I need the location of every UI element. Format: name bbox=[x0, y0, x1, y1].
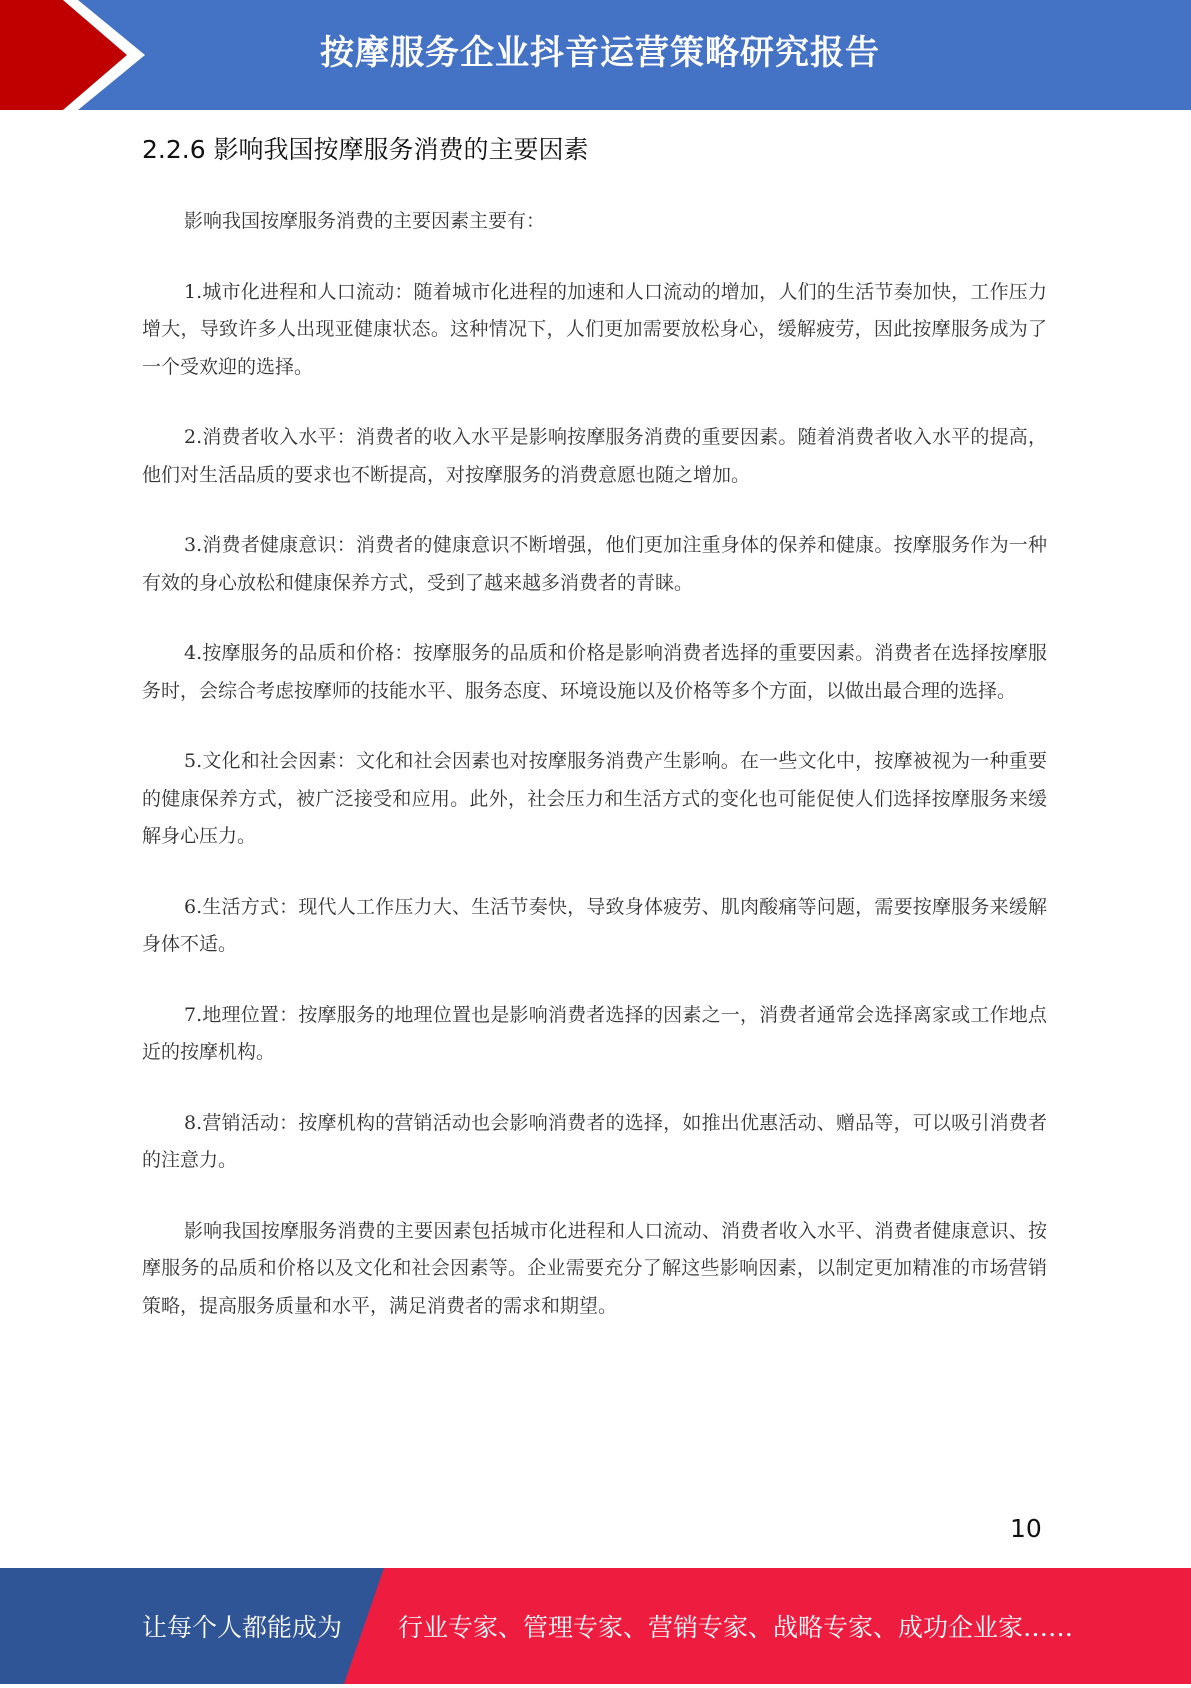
page-number: 10 bbox=[1010, 1514, 1042, 1543]
footer-band bbox=[0, 1568, 1191, 1684]
footer-slogan-right: 行业专家、管理专家、营销专家、战略专家、成功企业家…… bbox=[398, 1613, 1074, 1642]
paragraph-factor-1: 1.城市化进程和人口流动：随着城市化进程的加速和人口流动的增加，人们的生活节奏加快，工作压力增大，导致许多人出现亚健康状态。这种情况下，人们更加需要放松身心，缓解疲劳，因此按摩服务成为了一个受欢迎的选择。 bbox=[142, 280, 1047, 378]
body-text bbox=[142, 203, 1047, 1358]
paragraph-factor-6: 6.生活方式：现代人工作压力大、生活节奏快，导致身体疲劳、肌肉酸痛等问题，需要按摩服务来缓解身体不适。 bbox=[142, 895, 1047, 955]
paragraph-factor-8: 8.营销活动：按摩机构的营销活动也会影响消费者的选择，如推出优惠活动、赠品等，可以吸引消费者的注意力。 bbox=[142, 1111, 1047, 1171]
paragraph-factor-3: 3.消费者健康意识：消费者的健康意识不断增强，他们更加注重身体的保养和健康。按摩服务作为一种有效的身心放松和健康保养方式，受到了越来越多消费者的青睐。 bbox=[142, 534, 1047, 594]
paragraph-intro: 影响我国按摩服务消费的主要因素主要有： bbox=[184, 210, 546, 232]
paragraph-factor-5: 5.文化和社会因素：文化和社会因素也对按摩服务消费产生影响。在一些文化中，按摩被视为一种重要的健康保养方式，被广泛接受和应用。此外，社会压力和生活方式的变化也可能促使人们选择按摩服务来缓解身心压力。 bbox=[142, 750, 1047, 847]
document-title: 按摩服务企业抖音运营策略研究报告 bbox=[320, 33, 880, 73]
paragraph-factor-7: 7.地理位置：按摩服务的地理位置也是影响消费者选择的因素之一，消费者通常会选择离家或工作地点近的按摩机构。 bbox=[142, 1003, 1047, 1063]
section-heading: 2.2.6 影响我国按摩服务消费的主要因素 bbox=[142, 135, 589, 164]
chevron-arrow-icon bbox=[0, 0, 160, 110]
footer-slogan-left: 让每个人都能成为 bbox=[142, 1613, 343, 1642]
paragraph-factor-4: 4.按摩服务的品质和价格：按摩服务的品质和价格是影响消费者选择的重要因素。消费者在选择按摩服务时，会综合考虑按摩师的技能水平、服务态度、环境设施以及价格等多个方面，以做出最合理的选择。 bbox=[142, 642, 1047, 702]
header-band bbox=[0, 0, 1191, 110]
paragraph-summary: 影响我国按摩服务消费的主要因素包括城市化进程和人口流动、消费者收入水平、消费者健康意识、按摩服务的品质和价格以及文化和社会因素等。企业需要充分了解这些影响因素，以制定更加精准的市场营销策略，提高服务质量和水平，满足消费者的需求和期望。 bbox=[142, 1219, 1047, 1317]
paragraph-factor-2: 2.消费者收入水平：消费者的收入水平是影响按摩服务消费的重要因素。随着消费者收入水平的提高，他们对生活品质的要求也不断提高，对按摩服务的消费意愿也随之增加。 bbox=[142, 426, 1047, 486]
